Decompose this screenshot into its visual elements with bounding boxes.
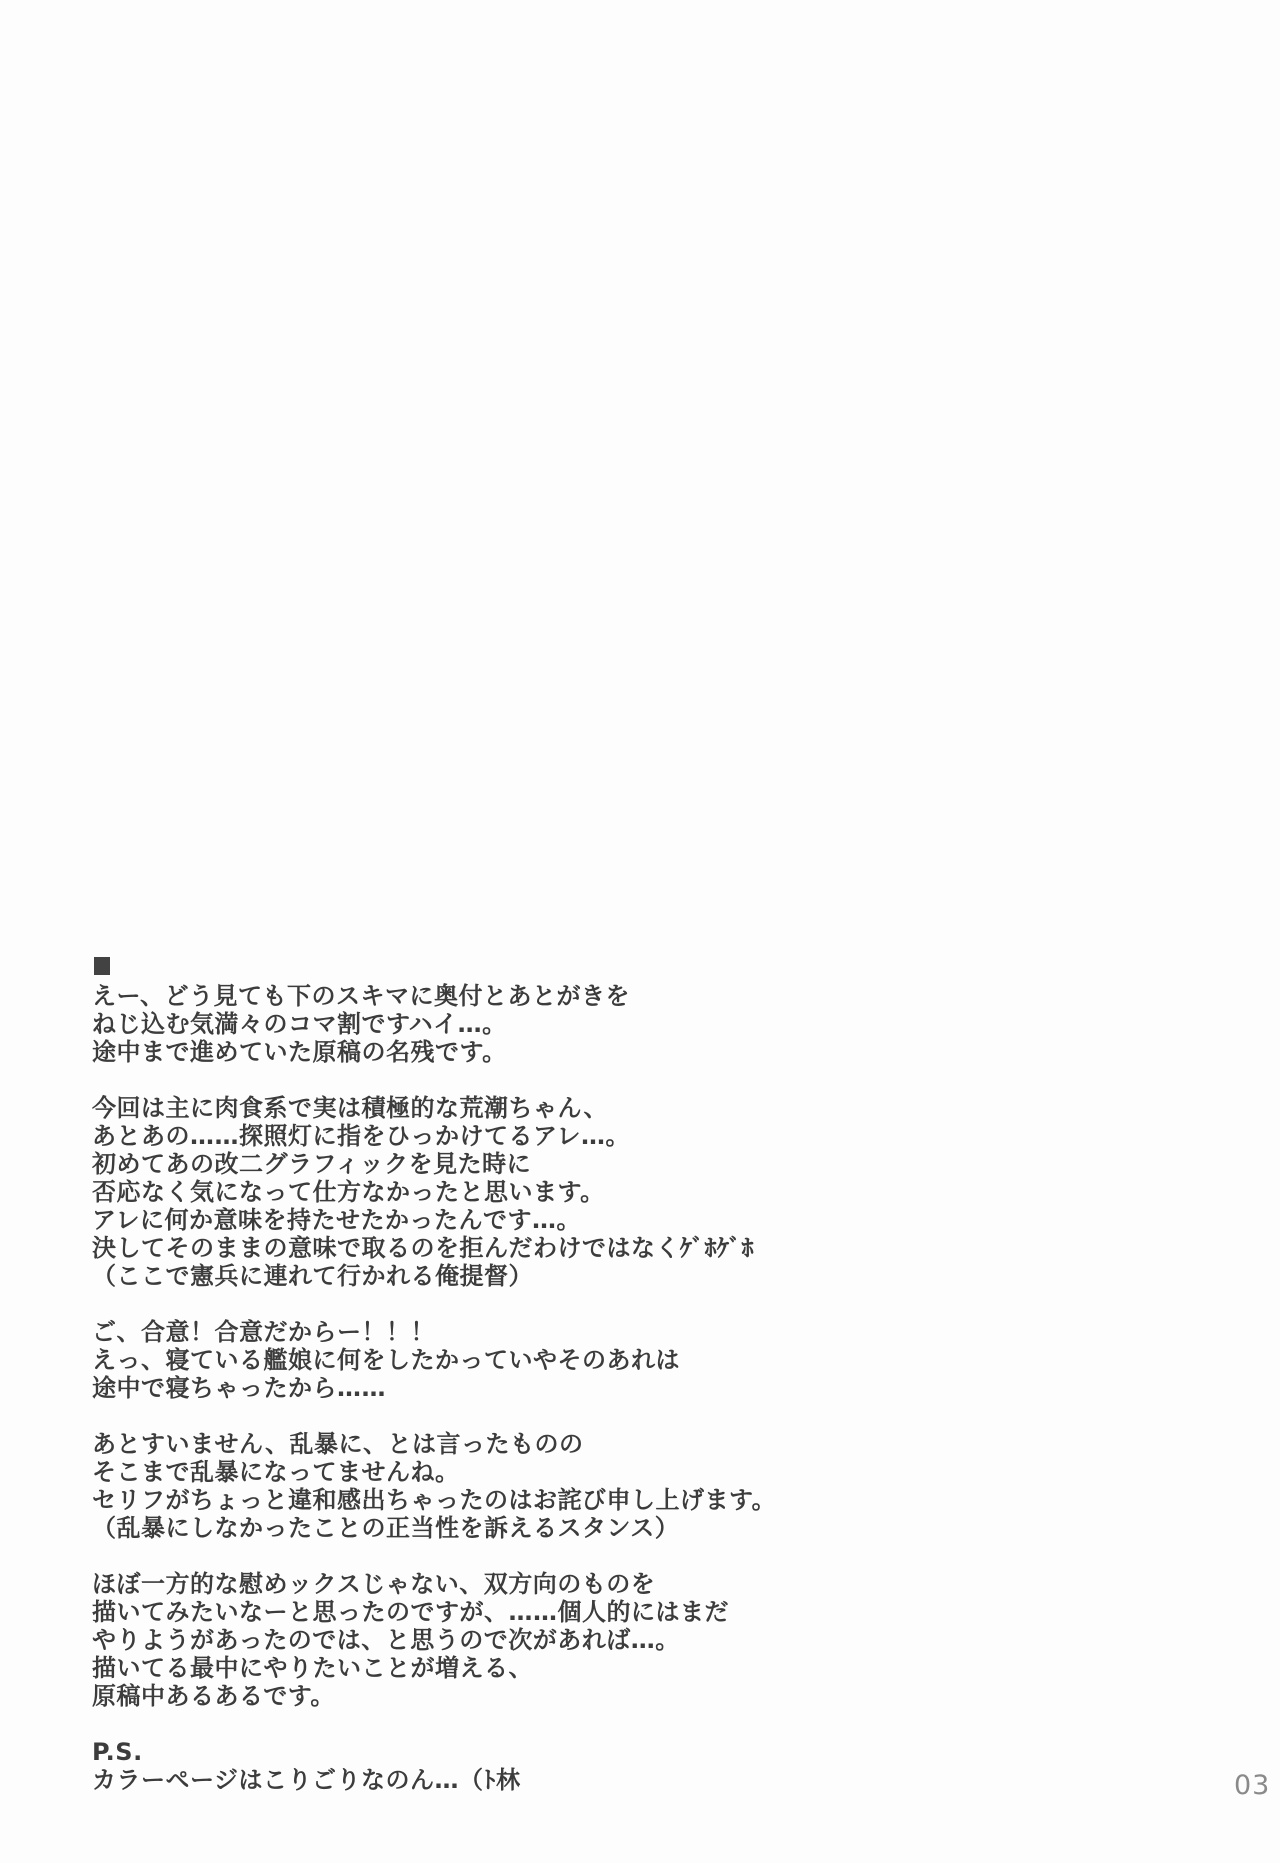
afterword-paragraph [92,1570,1092,1710]
afterword-paragraph [92,1430,1092,1542]
postscript-label: P.S. [92,1738,143,1766]
afterword-line: あとあの……探照灯に指をひっかけてるアレ…。 [92,1122,631,1150]
afterword-line: 原稿中あるあるです。 [92,1682,335,1710]
afterword-line: 途中まで進めていた原稿の名残です。 [92,1038,507,1066]
afterword-line: やりようがあったのでは、と思うので次があれば…。 [92,1626,680,1654]
afterword-line: 途中で寝ちゃったから…… [92,1374,386,1402]
afterword-line: 初めてあの改二グラフィックを見た時に [92,1150,532,1178]
afterword-line: 決してそのままの意味で取るのを拒んだわけではなくｹﾞﾎｹﾞﾎ [92,1234,754,1262]
afterword-line: （ここで憲兵に連れて行かれる俺提督） [92,1262,533,1290]
afterword-line: ほぼ一方的な慰めックスじゃない、双方向のものを [92,1570,656,1598]
section-marker-square [94,957,110,975]
afterword-line: そこまで乱暴になってませんね。 [92,1458,460,1486]
afterword-line: 描いてみたいなーと思ったのですが、……個人的にはまだ [92,1598,729,1626]
afterword-line: アレに何か意味を持たせたかったんです…。 [92,1206,582,1234]
afterword-paragraph [92,1318,1092,1402]
afterword-paragraph [92,982,1092,1066]
afterword-text-block [92,957,1092,1794]
afterword-line: 否応なく気になって仕方なかったと思います。 [92,1178,605,1206]
afterword-line: セリフがちょっと違和感出ちゃったのはお詫び申し上げます。 [92,1486,777,1514]
afterword-postscript [92,1738,1092,1794]
page-number: 03 [1234,1770,1271,1801]
afterword-paragraph [92,1094,1092,1290]
afterword-line: えー、どう見ても下のスキマに奥付とあとがきを [92,982,631,1010]
afterword-line: ご、合意！合意だからー！！！ [92,1318,435,1346]
afterword-line: カラーページはこりごりなのん…（ﾄ林 [92,1766,521,1794]
afterword-line: 今回は主に肉食系で実は積極的な荒潮ちゃん、 [92,1094,608,1122]
afterword-line: 描いてる最中にやりたいことが増える、 [92,1654,533,1682]
afterword-line: えっ、寝ている艦娘に何をしたかっていやそのあれは [92,1346,680,1374]
afterword-line: あとすいません、乱暴に、とは言ったものの [92,1430,584,1458]
afterword-line: ねじ込む気満々のコマ割ですハイ…。 [92,1010,507,1038]
afterword-line: （乱暴にしなかったことの正当性を訴えるスタンス） [92,1514,680,1542]
